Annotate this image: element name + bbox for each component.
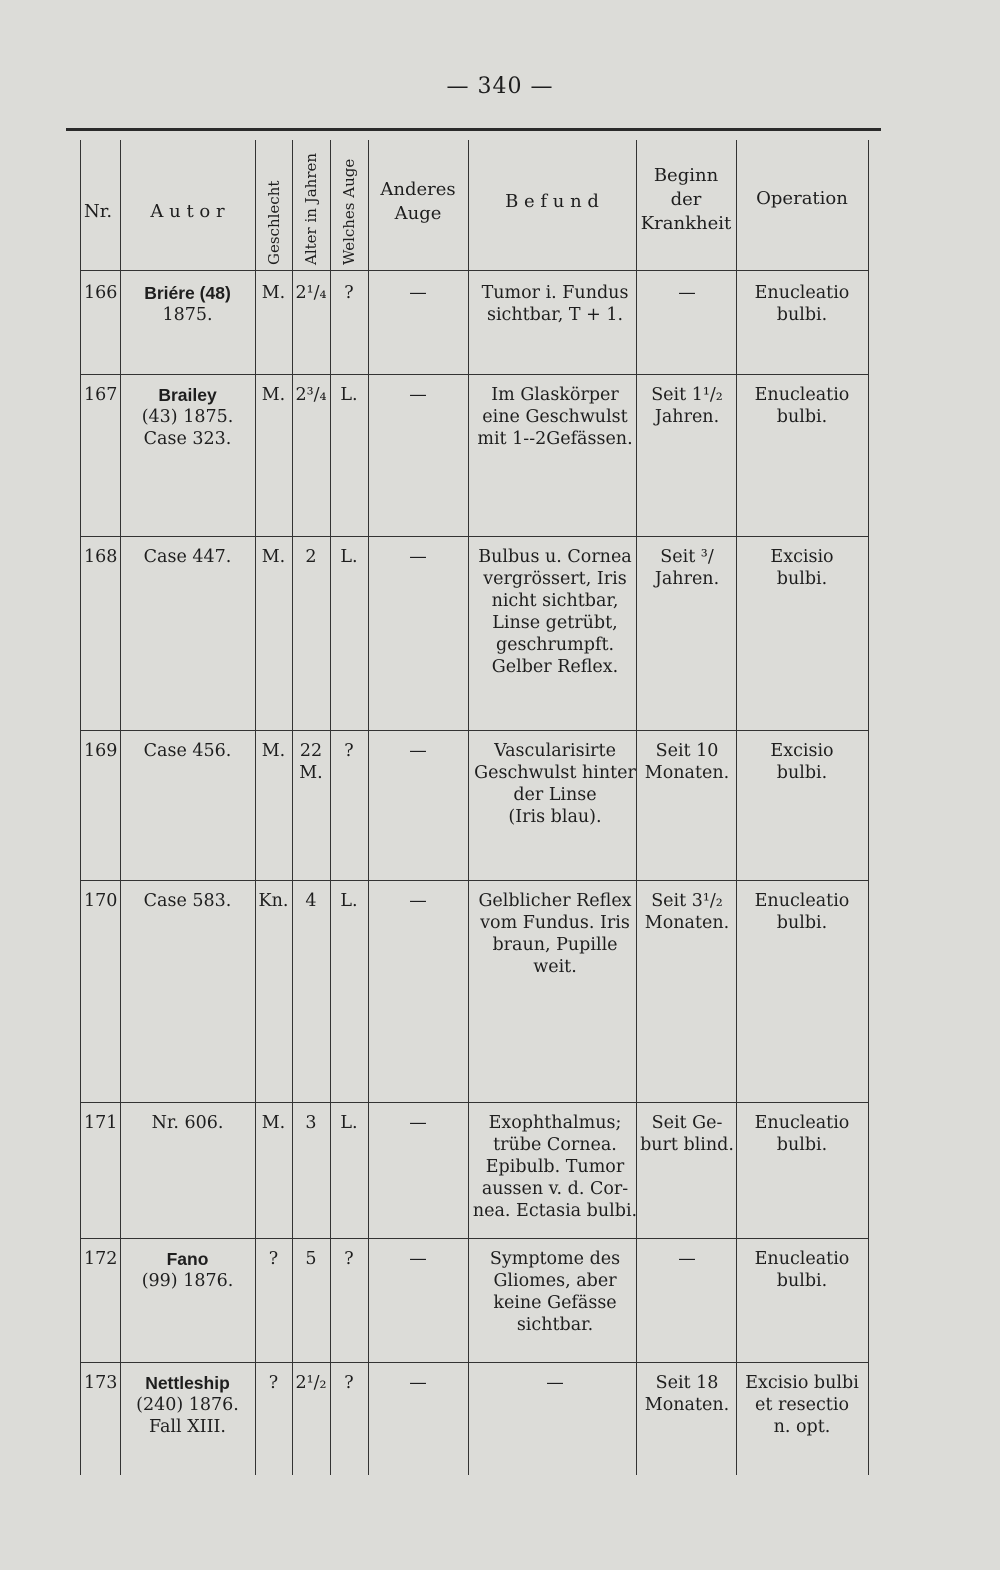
page-number: — 340 — [446,74,554,99]
cell-line: Vascularisirte [494,741,616,761]
cell-line: Excisio bulbi [745,1373,859,1393]
cell-line: — [678,1249,696,1269]
cell-line: Bulbus u. Cornea [478,547,632,567]
row-number: 170 [84,891,118,911]
cell-line: Gelblicher Reflex [478,891,632,911]
sex-cell: M. [261,283,286,303]
eye-cell: L. [340,1113,358,1133]
sex-cell: M. [261,547,286,567]
sex-cell: M. [261,1113,286,1133]
cell-line: bulbi. [776,1135,828,1155]
cell-line: der Linse [513,785,597,805]
other-eye-cell: — [409,741,427,761]
age-cell: 5 [305,1249,317,1269]
header-autor: A u t o r [150,201,225,222]
finding-cell [470,546,640,678]
onset-cell [638,546,736,590]
finding-cell [470,384,640,450]
cell-line: bulbi. [776,913,828,933]
author-name: Brailey [158,385,217,405]
header-beginn: Beginn der Krankheit [640,165,732,234]
column-rule [292,140,293,1475]
operation-cell [736,1248,868,1292]
cell-line: (99) 1876. [141,1271,234,1291]
cell-line: vergrössert, Iris [483,569,627,589]
cell-line: — [546,1373,564,1393]
age-cell: 22 M. [299,741,323,783]
cell-line: Case 456. [143,741,232,761]
cell-line: n. opt. [773,1417,831,1437]
header-befund: B e f u n d [505,191,599,212]
operation-cell [736,546,868,590]
other-eye-cell: — [409,283,427,303]
cell-line: Seit Ge- [651,1113,723,1133]
author-cell [120,740,255,762]
cell-line: Monaten. [644,913,730,933]
onset-cell [638,1112,736,1156]
cell-line: Jahren. [654,407,720,427]
author-cell [120,1372,255,1438]
age-cell: 4 [305,891,317,911]
finding-cell [470,1112,640,1222]
author-cell [120,1112,255,1134]
age-cell: 2¹/₄ [295,283,327,303]
row-rule [80,1362,868,1363]
header-rule [80,270,868,271]
operation-cell [736,890,868,934]
cell-line: (240) 1876. [136,1395,239,1415]
cell-line: Fall XIII. [149,1417,226,1437]
author-name: Nettleship [145,1373,230,1393]
cell-line: sichtbar. [516,1315,594,1335]
cell-line: Epibulb. Tumor [485,1157,625,1177]
sex-cell: ? [268,1249,279,1269]
finding-cell [470,740,640,828]
eye-cell: L. [340,385,358,405]
row-number: 168 [84,547,118,567]
cell-line: bulbi. [776,305,828,325]
onset-cell [638,740,736,784]
cell-line: Seit 10 [655,741,719,761]
cell-line: sichtbar, T + 1. [486,305,624,325]
onset-cell [638,1248,736,1270]
cell-line: mit 1--2Gefässen. [477,429,633,449]
cell-line: Seit ³/ [660,547,714,567]
cell-line: keine Gefässe [493,1293,617,1313]
cell-line: Linse getrübt, [492,613,618,633]
other-eye-cell: — [409,385,427,405]
onset-cell [638,1372,736,1416]
header-nr: Nr. [83,201,113,222]
header-anderes-auge: Anderes Auge [380,179,456,224]
cell-line: Monaten. [644,1395,730,1415]
header-operation: Operation [756,188,848,209]
cell-line: Enucleatio [754,1249,850,1269]
row-number: 166 [84,283,118,303]
cell-line: Tumor i. Fundus [481,283,629,303]
cell-line: Excisio [770,741,834,761]
author-cell [120,282,255,326]
cell-line: (43) 1875. [141,407,234,427]
finding-cell [470,1248,640,1336]
author-cell [120,384,255,450]
cell-line: Seit 1¹/₂ [651,385,723,405]
cell-line: burt blind. [640,1135,734,1155]
cell-line: geschrumpft. [495,635,615,655]
cell-line: Nr. 606. [151,1113,224,1133]
cell-line: Enucleatio [754,283,850,303]
cell-line: nea. Ectasia bulbi. [472,1201,638,1221]
cell-line: vom Fundus. Iris [480,913,630,933]
cell-line: (Iris blau). [508,807,602,827]
finding-cell [470,282,640,326]
cell-line: Enucleatio [754,1113,850,1133]
operation-cell [736,384,868,428]
cell-line: Case 583. [143,891,232,911]
cell-line: bulbi. [776,569,828,589]
eye-cell: L. [340,891,358,911]
onset-cell [638,384,736,428]
operation-cell [736,740,868,784]
cell-line: bulbi. [776,1271,828,1291]
cell-line: Case 447. [143,547,232,567]
row-rule [80,1238,868,1239]
cell-line: Enucleatio [754,891,850,911]
row-rule [80,730,868,731]
cell-line: Geschwulst hinter [474,763,636,783]
cell-line: Seit 3¹/₂ [651,891,723,911]
cell-line: Gliomes, aber [493,1271,617,1291]
other-eye-cell: — [409,1373,427,1393]
finding-cell [470,1372,640,1394]
column-rule [255,140,256,1475]
cell-line: trübe Cornea. [493,1135,617,1155]
sex-cell: M. [261,741,286,761]
eye-cell: L. [340,547,358,567]
cell-line: Exophthalmus; [488,1113,622,1133]
row-number: 169 [84,741,118,761]
eye-cell: ? [344,1249,354,1269]
other-eye-cell: — [409,891,427,911]
cell-line: Monaten. [644,763,730,783]
row-number: 171 [84,1113,118,1133]
operation-cell [736,1112,868,1156]
finding-cell [470,890,640,978]
table-top-rule [66,128,881,131]
author-name: Briére (48) [144,283,231,303]
onset-cell [638,282,736,304]
cell-line: eine Geschwulst [482,407,628,427]
age-cell: 2¹/₂ [295,1373,327,1393]
column-rule [330,140,331,1475]
cell-line: bulbi. [776,763,828,783]
cell-line: 1875. [162,305,213,325]
cell-line: weit. [533,957,577,977]
cell-line: Seit 18 [655,1373,719,1393]
eye-cell: ? [344,1373,354,1393]
cell-line: — [678,283,696,303]
author-cell [120,546,255,568]
header-geschlecht: Geschlecht [264,180,283,265]
header-alter: Alter in Jahren [302,152,320,265]
sex-cell: ? [268,1373,279,1393]
author-cell [120,1248,255,1292]
cell-line: Case 323. [143,429,232,449]
cell-line: aussen v. d. Cor- [481,1179,629,1199]
column-rule [368,140,369,1475]
sex-cell: M. [261,385,286,405]
onset-cell [638,890,736,934]
cell-line: braun, Pupille [492,935,618,955]
eye-cell: ? [344,741,354,761]
row-number: 173 [84,1373,118,1393]
eye-cell: ? [344,283,354,303]
operation-cell [736,282,868,326]
age-cell: 2 [305,547,317,567]
author-cell [120,890,255,912]
operation-cell [736,1372,868,1438]
cell-line: Excisio [770,547,834,567]
cell-line: Enucleatio [754,385,850,405]
cell-line: bulbi. [776,407,828,427]
column-rule [80,140,81,1475]
row-rule [80,374,868,375]
author-name: Fano [166,1249,209,1269]
cell-line: Jahren. [654,569,720,589]
column-rule [468,140,469,1475]
row-rule [80,880,868,881]
row-rule [80,536,868,537]
age-cell: 2³/₄ [295,385,327,405]
age-cell: 3 [305,1113,317,1133]
row-number: 172 [84,1249,118,1269]
cell-line: Gelber Reflex. [491,657,619,677]
other-eye-cell: — [409,1249,427,1269]
header-welches-auge: Welches Auge [340,158,358,265]
cell-line: Symptome des [489,1249,621,1269]
cell-line: Im Glaskörper [491,385,619,405]
row-rule [80,1102,868,1103]
other-eye-cell: — [409,547,427,567]
column-rule [868,140,869,1475]
cell-line: nicht sichtbar, [491,591,619,611]
cell-line: et resectio [755,1395,849,1415]
row-number: 167 [84,385,118,405]
sex-cell: Kn. [258,891,289,911]
other-eye-cell: — [409,1113,427,1133]
